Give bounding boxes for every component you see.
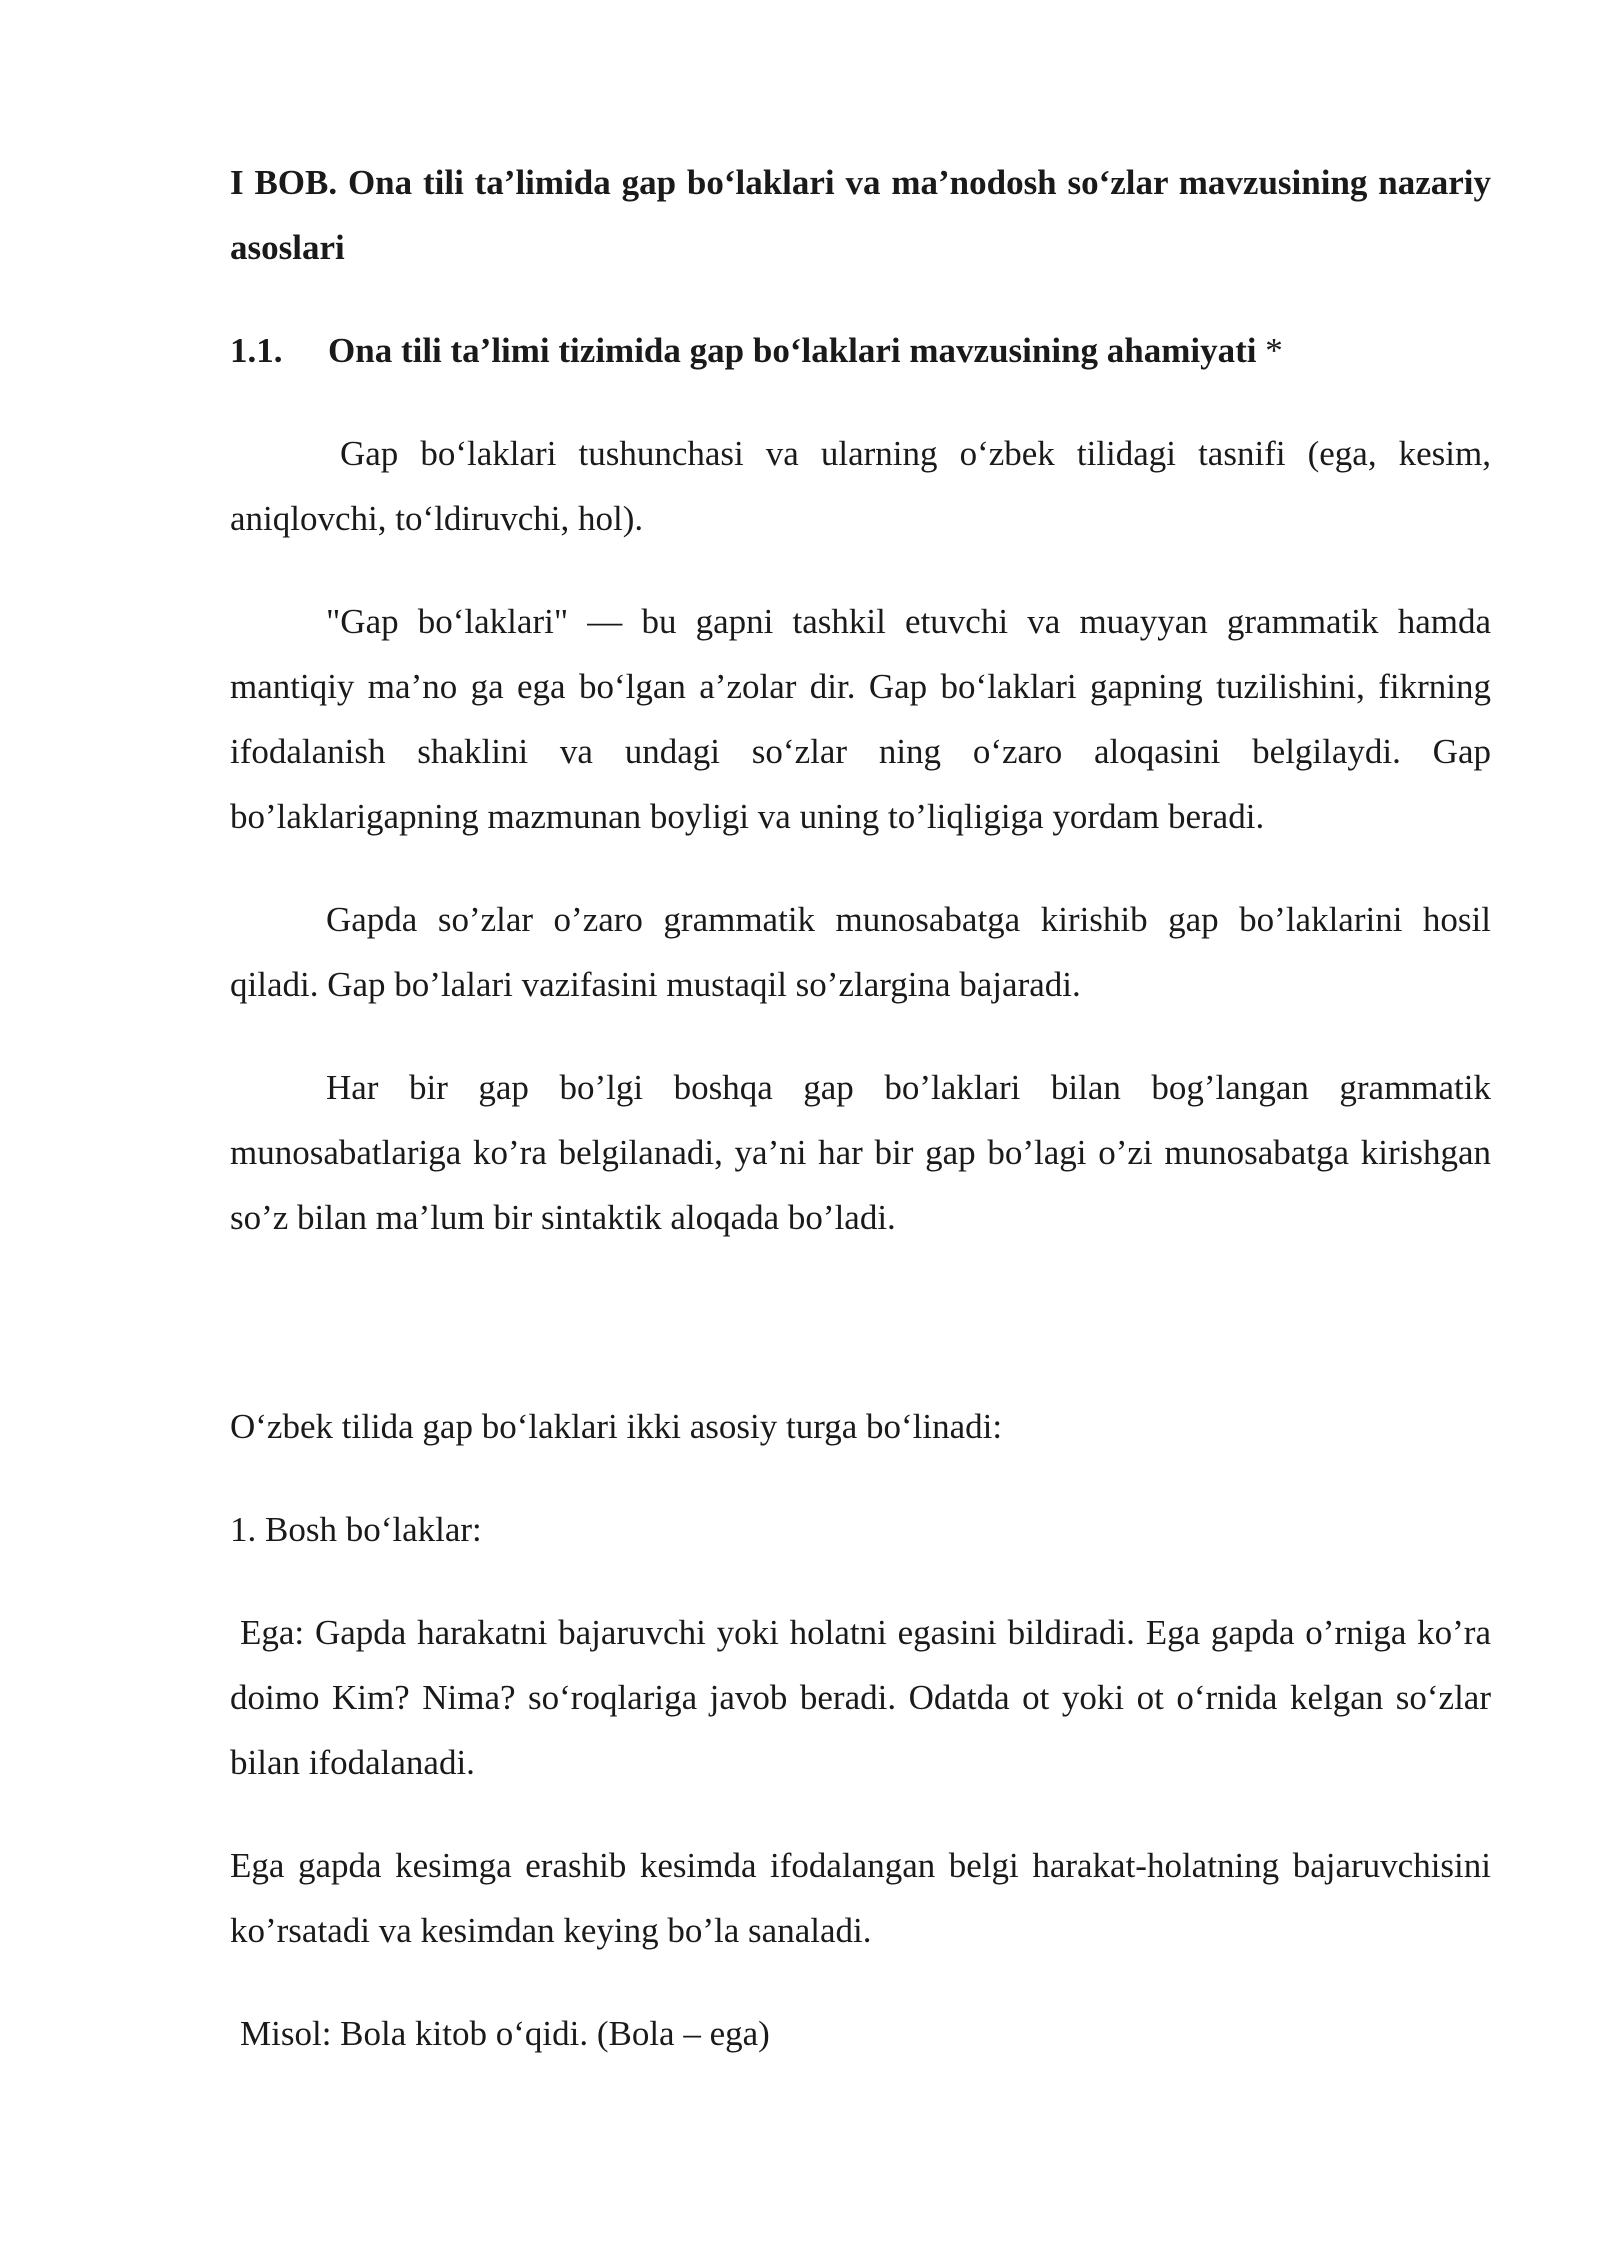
- paragraph-subject-role: Ega gapda kesimga erashib kesimda ifodalangan belgi harakat-holatning bajaruvchisini ko’rsatadi va kesimdan keying bo’la sanaladi.: [230, 1846, 1491, 1950]
- section-title: Ona tili ta’limi tizimida gap bo‘laklari mavzusining ahamiyati: [328, 331, 1257, 370]
- section-heading: [230, 318, 1491, 383]
- list-item-main-parts: 1. Bosh bo‘laklar:: [230, 1510, 482, 1549]
- paragraph-formation: Gapda so’zlar o’zaro grammatik munosabatga kirishib gap bo’laklarini hosil qiladi. Gap bo’lalari vazifasini mustaqil so’zlargina bajaradi.: [230, 900, 1491, 1004]
- paragraph-subject: Ega: Gapda harakatni bajaruvchi yoki holatni egasini bildiradi. Ega gapda o’rniga ko’ra doimo Kim? Nima? so‘roqlariga javob beradi. Odatda ot yoki ot o‘rnida kelgan so‘zlar bilan ifodalanadi.: [230, 1613, 1491, 1782]
- section-marker: *: [1256, 331, 1283, 370]
- section-number: 1.1.: [230, 331, 283, 370]
- chapter-title: I BOB. Ona tili ta’limida gap bo‘laklari va ma’nodosh so‘zlar mavzusining nazariy asoslari: [230, 163, 1491, 267]
- paragraph-example: Misol: Bola kitob o‘qidi. (Bola – ega): [240, 2014, 770, 2053]
- document-page: [230, 150, 1491, 2066]
- paragraph-relations: Har bir gap bo’lgi boshqa gap bo’laklari bilan bog’langan grammatik munosabatlariga ko’ra belgilanadi, ya’ni har bir gap bo’lagi o’zi munosabatga kirishgan so’z bilan ma’lum bir sintaktik aloqada bo’ladi.: [230, 1068, 1491, 1237]
- paragraph-classification: Gap bo‘laklari tushunchasi va ularning o‘zbek tilidagi tasnifi (ega, kesim, aniqlovchi, to‘ldiruvchi, hol).: [230, 434, 1491, 538]
- paragraph-definition: "Gap bo‘laklari" — bu gapni tashkil etuvchi va muayyan grammatik hamda mantiqiy ma’no ga ega bo‘lgan a’zolar dir. Gap bo‘laklari gapning tuzilishini, fikrning ifodalanish shaklini va undagi so‘zlar ning o‘zaro aloqasini belgilaydi. Gap bo’laklarigapning mazmunan boyligi va uning to’liqligiga yordam beradi.: [230, 602, 1491, 836]
- paragraph-types-intro: O‘zbek tilida gap bo‘laklari ikki asosiy turga bo‘linadi:: [230, 1407, 1003, 1446]
